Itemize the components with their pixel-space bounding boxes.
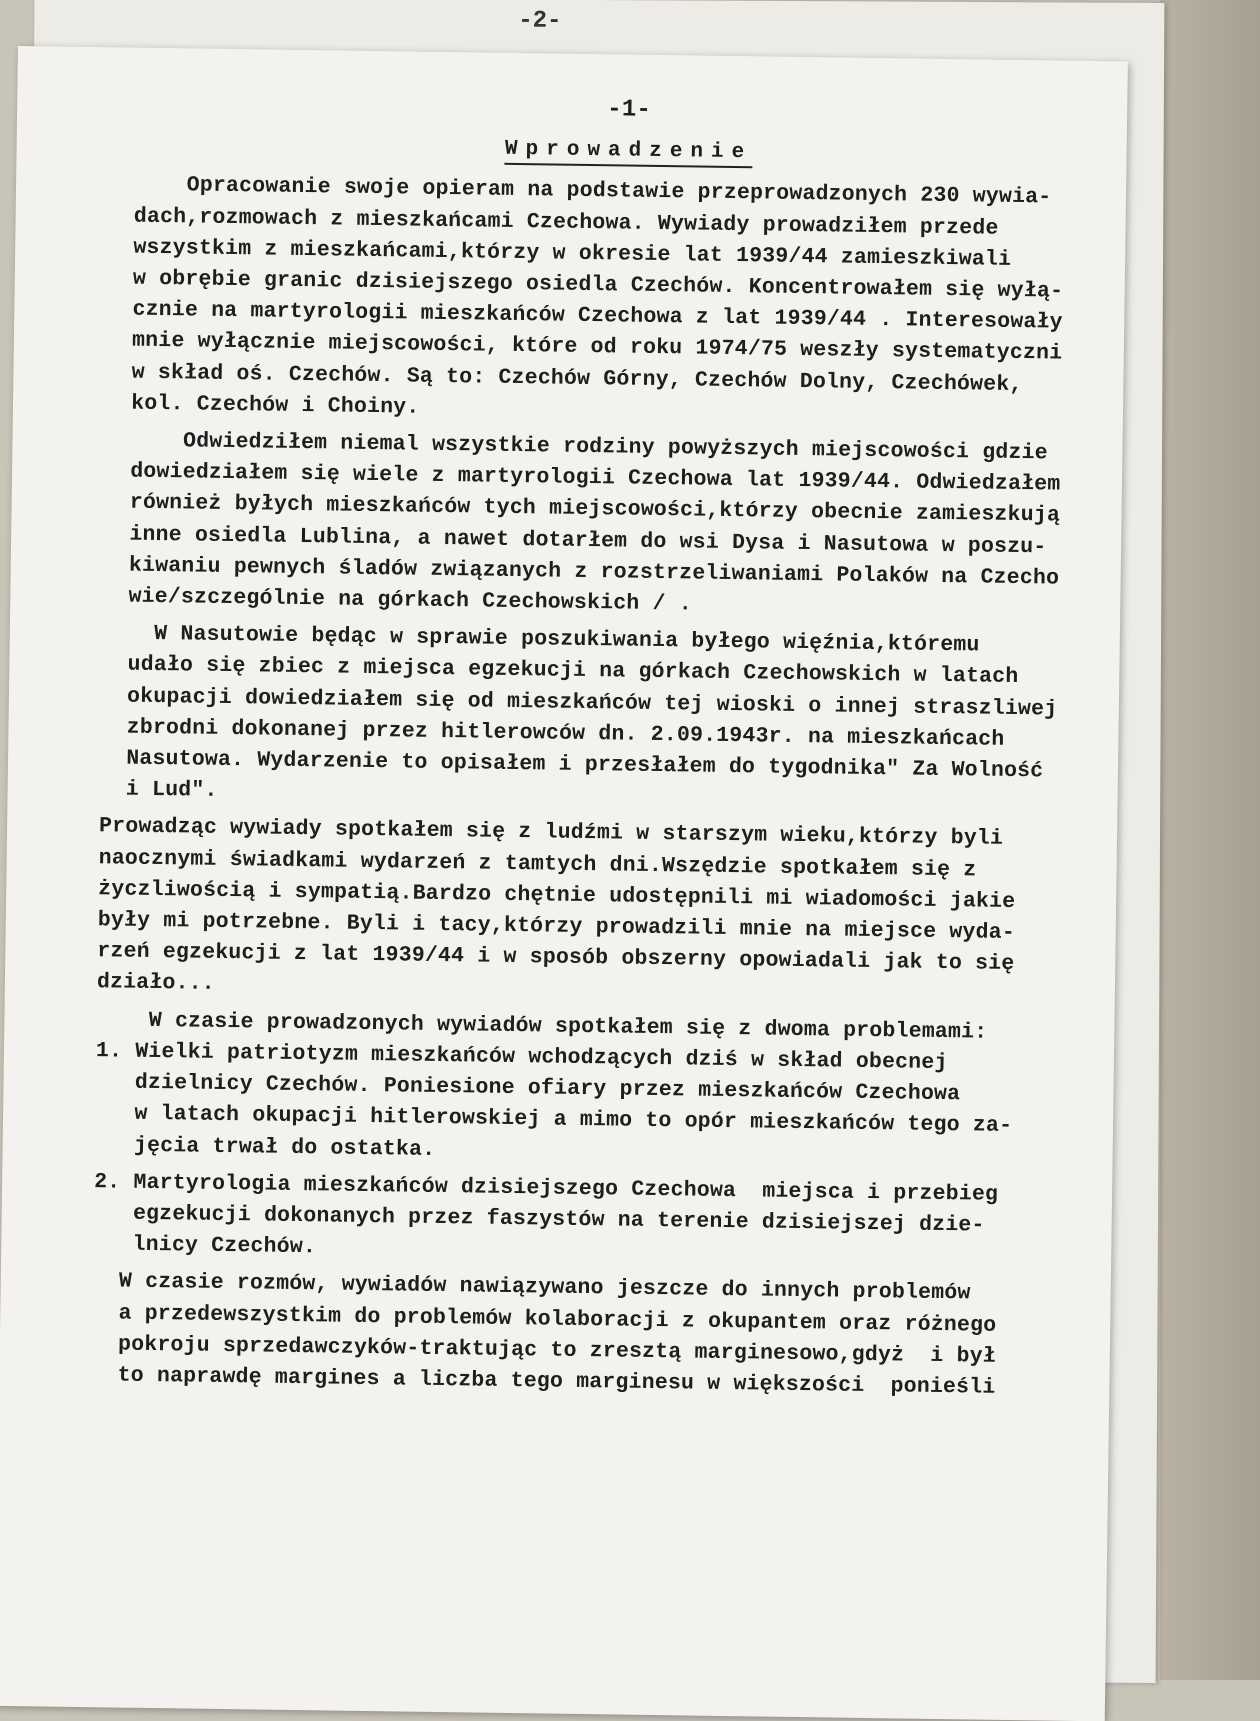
underlying-page-number: -2- (518, 7, 562, 35)
text-line: w latach okupacji hitlerowskiej a mimo to opór mieszkańców tego za- (94, 1101, 1013, 1139)
text-line: cznie na martyrologii mieszkańców Czechowa z lat 1939/44 . Interesowały (106, 297, 1063, 335)
page-heading (108, 128, 1108, 173)
text-line: egzekucji dokonanych przez faszystów na terenie dzisiejszej dzie- (93, 1201, 985, 1238)
text-line: W Nasutowie będąc w sprawie poszukiwania byłego więźnia,któremu (101, 621, 980, 658)
text-line: w obrębie granic dzisiejszego osiedla Czechów. Koncentrowałem się wyłą- (106, 266, 1064, 304)
text-line: pokroju sprzedawczyków-traktując to zresztą marginesowo,gdyż i był (91, 1331, 997, 1369)
desk-background (1160, 0, 1260, 1680)
paragraph (94, 1005, 1096, 1175)
text-line: a przedewszystkim do problemów kolaboracji z okupantem oraz różnego (92, 1300, 997, 1338)
text-line: Prowadząc wywiady spotkałem się z ludźmi w starszym wieku,którzy byli (98, 814, 1004, 852)
paragraph (99, 618, 1102, 819)
text-line: inne osiedla Lublina, a nawet dotarłem do wsi Dysa i Nasutowa w poszu- (103, 521, 1047, 560)
text-line: kol. Czechów i Choiny. (104, 391, 420, 420)
show-through-text (148, 58, 1048, 71)
text-line: udało się zbiec z miejsca egzekucji na górkach Czechowskich w latach (101, 652, 1019, 690)
text-line: Nasutowa. Wydarzenie to opisałem i przesłałem do tygodnika" Za Wolność (99, 746, 1044, 784)
text-line: wie/szczególnie na górkach Czechowskich / . (102, 584, 693, 617)
text-line: dowiedziałem się wiele z martyrologii Czechowa lat 1939/44. Odwiedzałem (103, 459, 1061, 497)
text-line: życzliwością i sympatią.Bardzo chętnie udostępnili mi wiadomości jakie (98, 877, 1016, 914)
text-line: jęcia trwał do ostatka. (94, 1132, 436, 1162)
text-line: dzielnicy Czechów. Poniesione ofiary przez mieszkańców Czechowa (95, 1070, 961, 1107)
text-line: wszystkim z mieszkańcami,którzy w okresie lat 1939/44 zamieszkiwali (107, 235, 1012, 272)
text-line: zbrodni dokonanej przez hitlerowców dn. 2.09.1943r. na mieszkańcach (100, 715, 1005, 752)
heading-text: Wprowadzenie (505, 138, 753, 168)
text-line: również byłych mieszkańców tych miejscowości,którzy obecnie zamieszkują (103, 490, 1061, 529)
paragraph (91, 1266, 1093, 1405)
text-line: naocznymi świadkami wydarzeń z tamtych dni.Wszędzie spotkałem się z (98, 845, 977, 883)
page-number: -1- (607, 96, 652, 124)
text-line: kiwaniu pewnych śladów związanych z rozstrzeliwaniami Polaków na Czecho (102, 553, 1060, 591)
text-line: działo... (96, 970, 216, 997)
text-line: lnicy Czechów. (93, 1232, 317, 1260)
paragraph (105, 170, 1108, 434)
text-line: były mi potrzebne. Byli i tacy,którzy prowadzili mnie na miejsce wyda- (97, 908, 1016, 946)
paragraph (97, 812, 1100, 1013)
text-line: W czasie rozmów, wywiadów nawiązywano jeszcze do innych problemów (92, 1269, 971, 1306)
text-line: Odwiedziłem niemal wszystkie rodziny powyższych miejscowości gdzie (104, 428, 1048, 466)
paragraph (93, 1167, 1094, 1275)
page-content (91, 87, 1109, 1411)
list-item: 2. Martyrologia mieszkańców dzisiejszego Czechowa miejsca i przebieg (93, 1169, 999, 1207)
text-line: okupacji dowiedziałem się od mieszkańców tej wioski o innej straszliwej (100, 683, 1058, 722)
text-line: W czasie prowadzonych wywiadów spotkałem się z dwoma problemami: (96, 1007, 988, 1045)
paragraph (102, 425, 1105, 626)
text-line: w skład oś. Czechów. Są to: Czechów Górny, Czechów Dolny, Czechówek, (105, 359, 1023, 397)
text-line: i Lud". (99, 777, 218, 804)
text-line: rzeń egzekucji z lat 1939/44 i w sposób obszerny opowiadali jak to się (97, 939, 1015, 977)
text-line: dach,rozmowach z mieszkańcami Czechowa. Wywiady prowadziłem przede (107, 203, 999, 241)
text-line: to naprawdę margines a liczba tego marginesu w większości ponieśli (91, 1363, 996, 1400)
text-line: Opracowanie swoje opieram na podstawie przeprowadzonych 230 wywia- (107, 172, 1052, 210)
typewritten-page (0, 46, 1128, 1721)
text-line: mnie wyłącznie miejscowości, które od roku 1974/75 weszły systematyczni (105, 328, 1063, 367)
list-item: 1. Wielki patriotyzm mieszkańców wchodzących dziś w skład obecnej (95, 1039, 948, 1075)
